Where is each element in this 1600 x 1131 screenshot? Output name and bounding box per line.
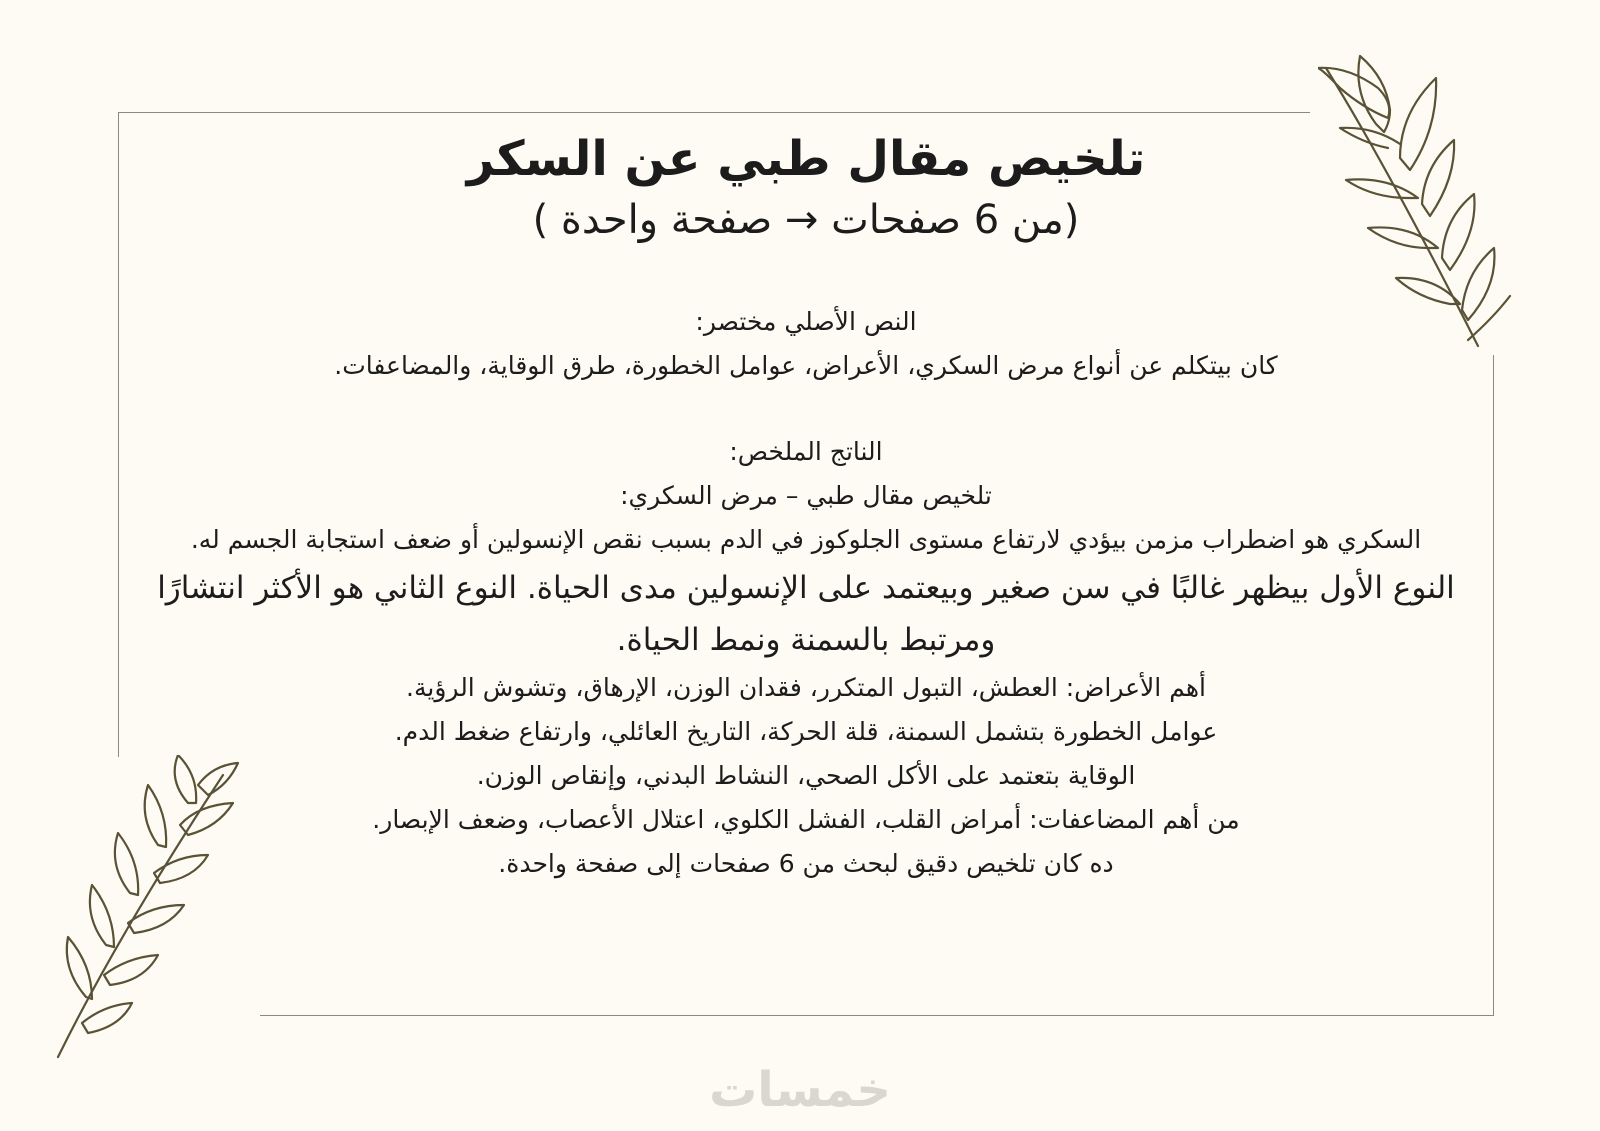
watermark-logo: خمسات [709,1062,891,1118]
original-text: كان بيتكلم عن أنواع مرض السكري، الأعراض، عوامل الخطورة، طرق الوقاية، والمضاعفات. [334,351,1278,380]
page-title: تلخيص مقال طبي عن السكر [466,131,1146,187]
result-label: الناتج الملخص: [729,437,883,466]
summary-heading: تلخيص مقال طبي – مرض السكري: [620,481,992,510]
frame-left-line [118,112,119,757]
types-paragraph: النوع الأول بيظهر غالبًا في سن صغير وبيعتمد على الإنسولين مدى الحياة. النوع الثاني هو الأكثر انتشارًا ومرتبط بالسمنة ونمط الحياة. [157,570,1455,658]
complications-line: من أهم المضاعفات: أمراض القلب، الفشل الكلوي، اعتلال الأعصاب، وضعف الإبصار. [372,805,1240,834]
page-subtitle: (من 6 صفحات → صفحة واحدة ) [532,197,1080,243]
frame-top-line [118,112,1310,113]
symptoms-line: أهم الأعراض: العطش، التبول المتكرر، فقدان الوزن، الإرهاق، وتشوش الرؤية. [406,673,1206,702]
frame-right-line [1493,355,1494,1015]
original-label: النص الأصلي مختصر: [695,307,917,336]
risk-factors-line: عوامل الخطورة بتشمل السمنة، قلة الحركة، التاريخ العائلي، وارتفاع ضغط الدم. [394,717,1218,746]
prevention-line: الوقاية بتعتمد على الأكل الصحي، النشاط البدني، وإنقاص الوزن. [476,761,1136,790]
document-body [120,118,1492,886]
closing-line: ده كان تلخيص دقيق لبحث من 6 صفحات إلى صفحة واحدة. [498,849,1114,878]
frame-bottom-line [260,1015,1494,1016]
definition-paragraph: السكري هو اضطراب مزمن بيؤدي لارتفاع مستوى الجلوكوز في الدم بسبب نقص الإنسولين أو ضعف استجابة الجسم له. [190,525,1422,554]
